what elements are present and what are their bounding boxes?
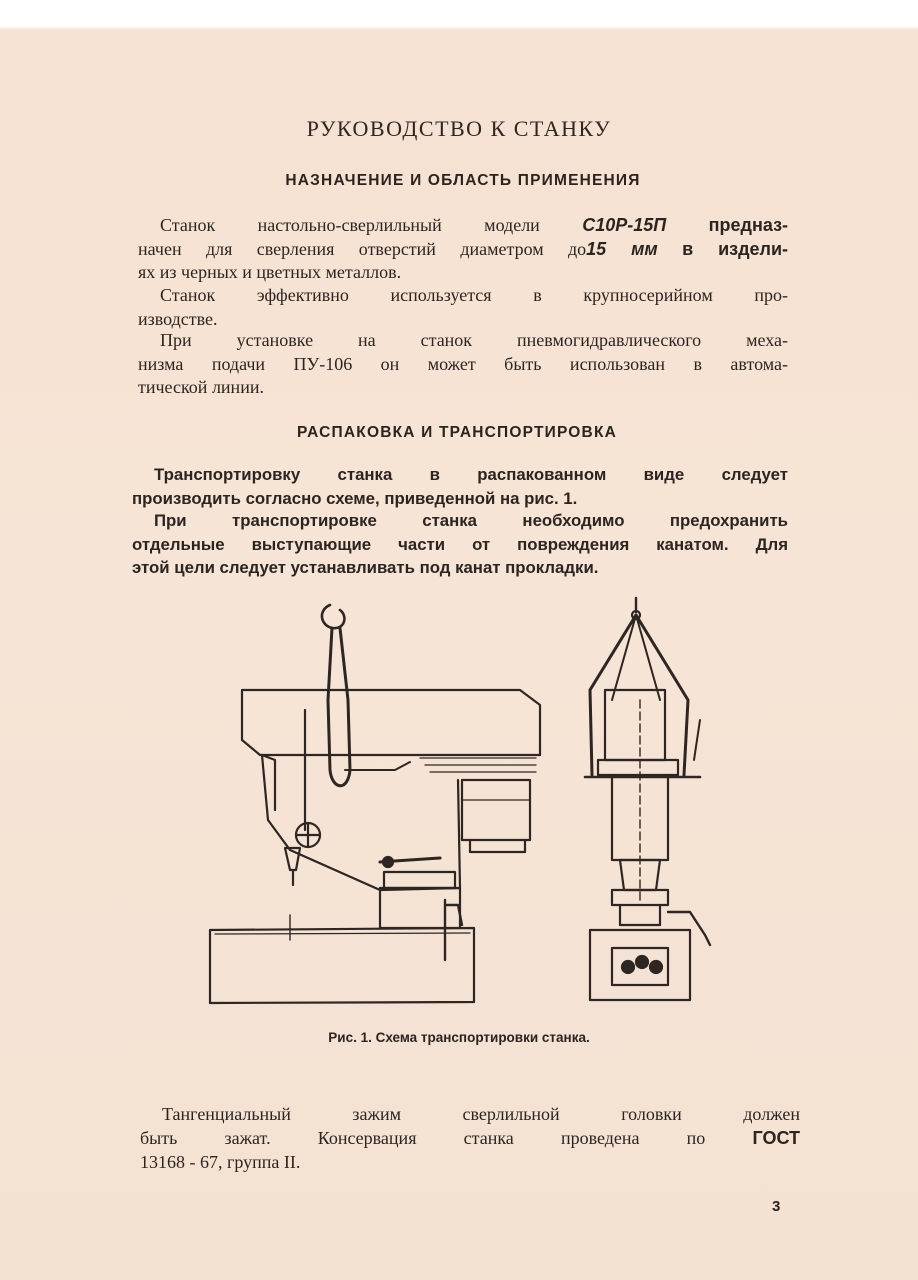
text-line: 13168 - 67, группа II. <box>140 1152 301 1172</box>
paragraph-conservation <box>140 1102 800 1174</box>
text-fragment: в издели- <box>682 238 789 259</box>
text-line: При транспортировке станка необходимо предохранить <box>154 511 788 530</box>
text-line: Станок эффективно используется в крупносерийном про- <box>160 285 788 305</box>
page-number: 3 <box>772 1198 781 1215</box>
figure-caption: Рис. 1. Схема транспортировки станка. <box>328 1030 590 1045</box>
text-line: изводстве. <box>138 308 218 329</box>
text-line: низма подачи ПУ-106 он может быть использован в автома- <box>138 353 788 374</box>
section-heading-purpose: НАЗНАЧЕНИЕ И ОБЛАСТЬ ПРИМЕНЕНИЯ <box>285 172 641 189</box>
text-fragment: предназ- <box>708 215 789 235</box>
gost-label: ГОСТ <box>752 1128 800 1148</box>
diameter-value: 15 мм <box>586 238 658 259</box>
text-line: отдельные выступающие части от повреждения канатом. Для <box>132 534 788 554</box>
text-line: ях из черных и цветных металлов. <box>138 262 402 282</box>
text-line: производить согласно схеме, приведенной на рис. 1. <box>132 488 578 508</box>
model-number: С10Р-15П <box>582 215 667 235</box>
text-fragment: начен для сверления отверстий диаметром до <box>138 238 587 259</box>
text-line: тической линии. <box>138 377 264 397</box>
text-line: этой цели следует устанавливать под канат прокладки. <box>132 558 599 577</box>
text-line: При установке на станок пневмогидравлического меха- <box>160 330 788 350</box>
text-line: Транспортировку станка в распакованном виде следует <box>154 465 788 484</box>
text-line: Тангенциальный зажим сверлильной головки должен <box>162 1104 800 1124</box>
page-title: РУКОВОДСТВО К СТАНКУ <box>306 116 612 141</box>
side-view-drawing <box>210 605 540 1003</box>
text-fragment: быть зажат. Консервация станка проведена по <box>140 1128 706 1148</box>
text-line <box>140 1126 800 1150</box>
section-heading-transport: РАСПАКОВКА И ТРАНСПОРТИРОВКА <box>296 424 618 441</box>
front-view-drawing <box>585 598 710 1000</box>
text-fragment: Станок настольно-сверлильный модели <box>160 215 540 235</box>
